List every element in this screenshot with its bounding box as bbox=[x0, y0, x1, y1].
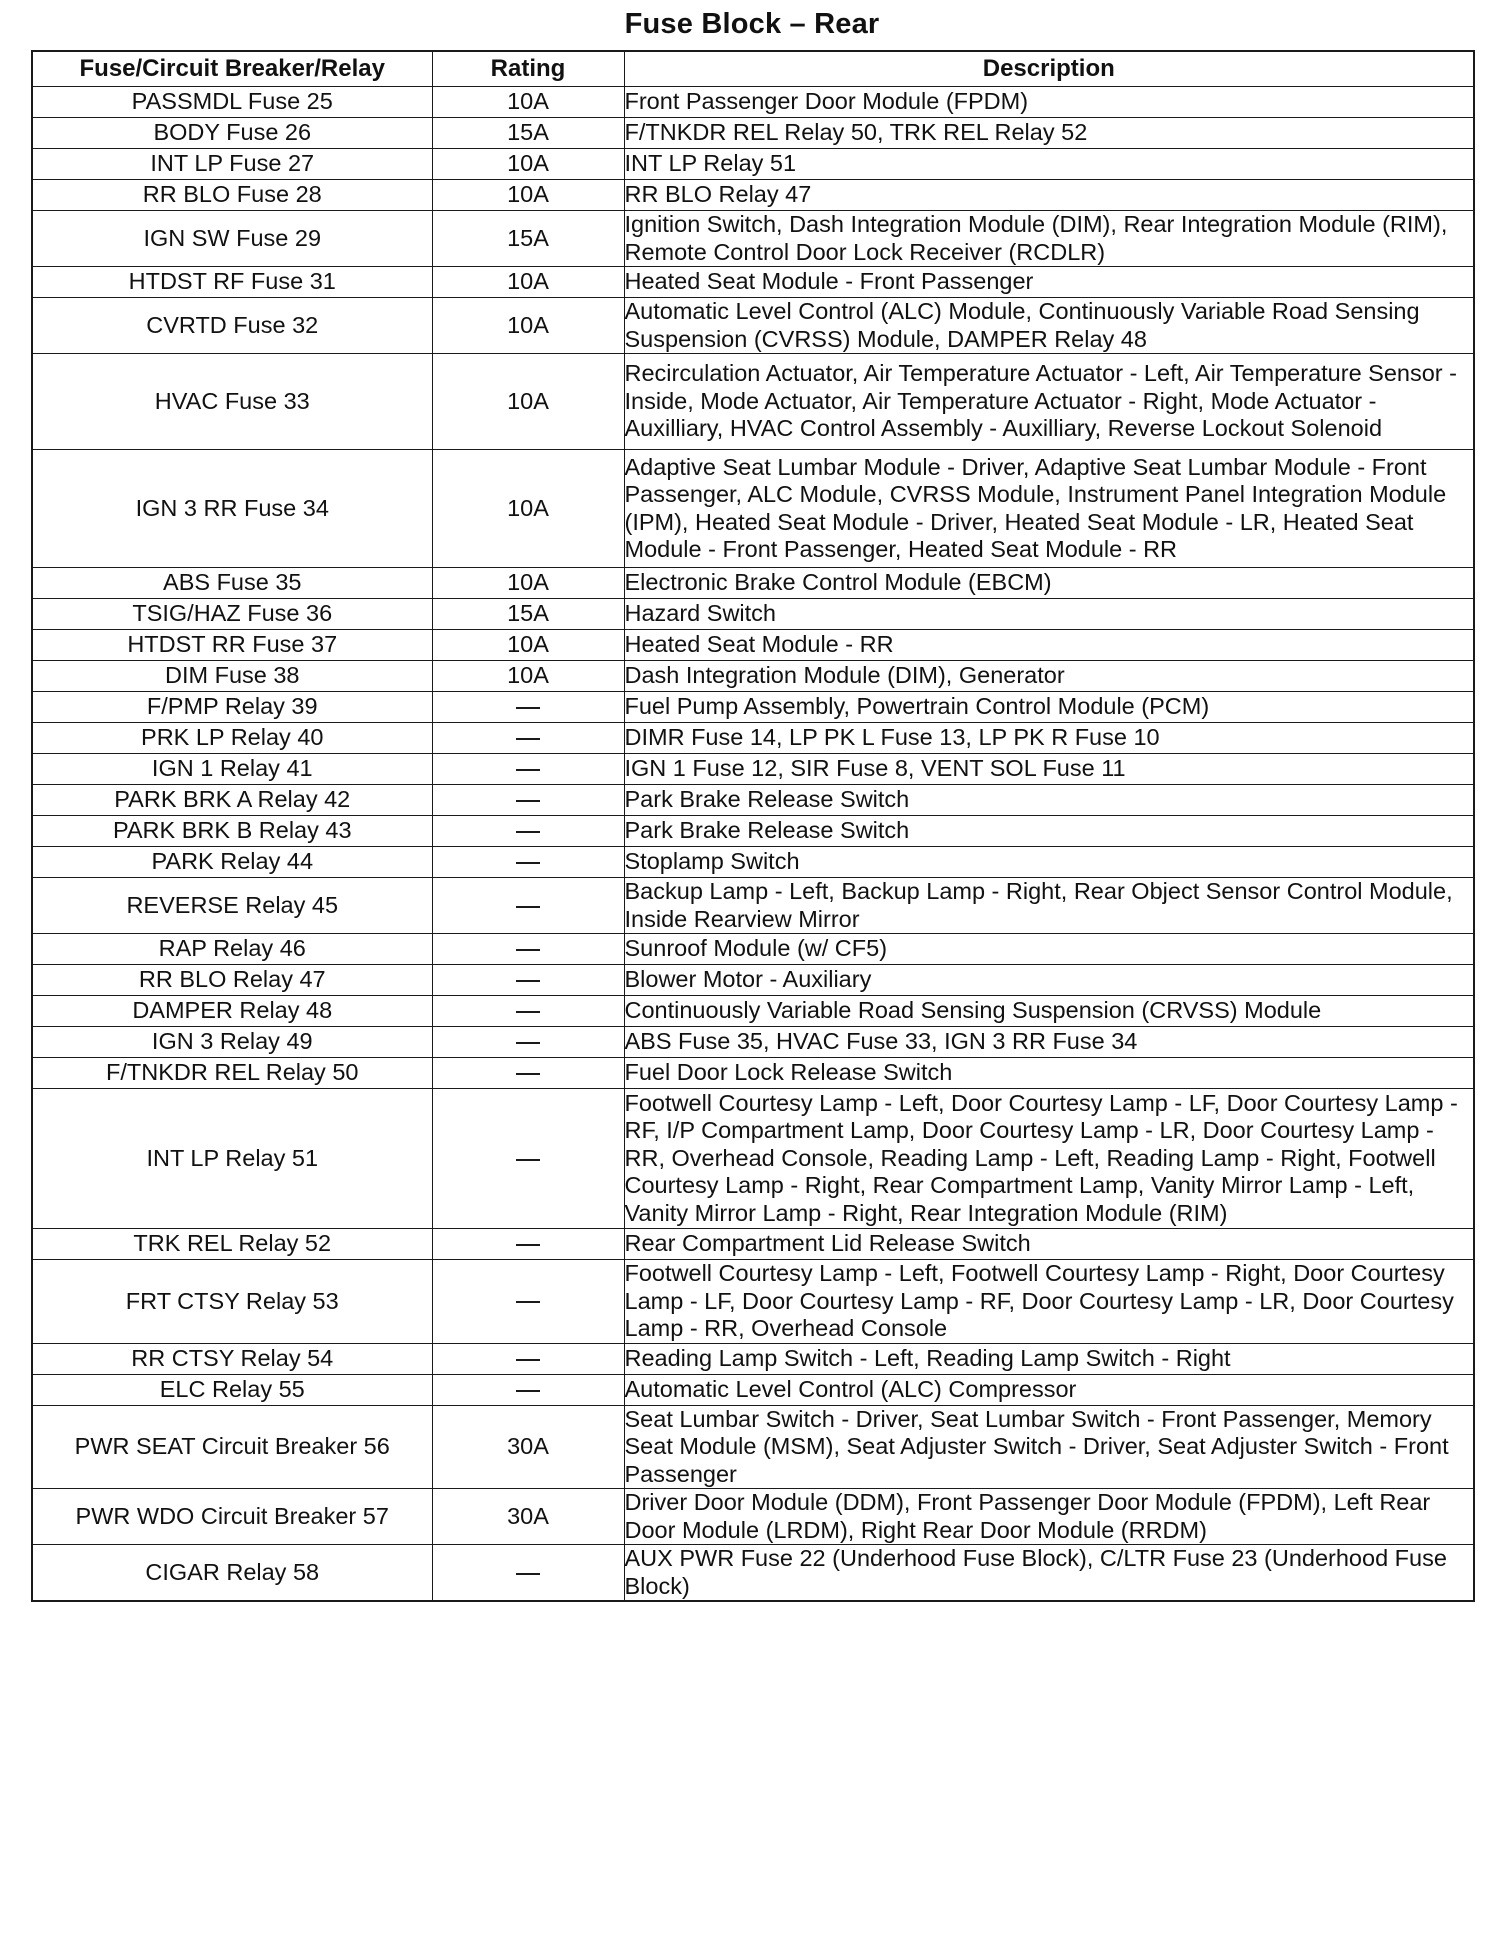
description-cell: Footwell Courtesy Lamp - Left, Door Courtesy Lamp - LF, Door Courtesy Lamp - RF, I/P Compartment Lamp, Door Courtesy Lamp - LR, Door Courtesy Lamp - RR, Overhead Console, Reading Lamp - Left, Reading Lamp - Right, Footwell Courtesy Lamp - Right, Rear Compartment Lamp, Vanity Mirror Lamp - Left, Vanity Mirror Lamp - Right, Rear Integration Module (RIM) bbox=[624, 1089, 1474, 1229]
description-cell: Heated Seat Module - Front Passenger bbox=[624, 267, 1474, 298]
description-cell: Recirculation Actuator, Air Temperature Actuator - Left, Air Temperature Sensor - Inside, Mode Actuator, Air Temperature Actuator - Right, Mode Actuator - Auxilliary, HVAC Control Assembly - Auxilliary, Reverse Lockout Solenoid bbox=[624, 354, 1474, 450]
description-cell: Heated Seat Module - RR bbox=[624, 630, 1474, 661]
rating-cell bbox=[432, 1089, 624, 1229]
description-cell: Footwell Courtesy Lamp - Left, Footwell Courtesy Lamp - Right, Door Courtesy Lamp - LF, Door Courtesy Lamp - RF, Door Courtesy Lamp - LR, Door Courtesy Lamp - RR, Overhead Console bbox=[624, 1260, 1474, 1344]
fuse-name-cell: IGN 3 Relay 49 bbox=[32, 1027, 432, 1058]
table-row bbox=[32, 692, 1474, 723]
description-cell: Electronic Brake Control Module (EBCM) bbox=[624, 568, 1474, 599]
no-rating-dash bbox=[516, 800, 540, 802]
no-rating-dash bbox=[516, 1042, 540, 1044]
table-row bbox=[32, 568, 1474, 599]
fuse-name-cell: IGN 3 RR Fuse 34 bbox=[32, 450, 432, 568]
no-rating-dash bbox=[516, 831, 540, 833]
description-cell: Seat Lumbar Switch - Driver, Seat Lumbar Switch - Front Passenger, Memory Seat Module (MSM), Seat Adjuster Switch - Driver, Seat Adjuster Switch - Front Passenger bbox=[624, 1405, 1474, 1489]
fuse-name-cell: RAP Relay 46 bbox=[32, 934, 432, 965]
description-cell: Ignition Switch, Dash Integration Module (DIM), Rear Integration Module (RIM), Remote Control Door Lock Receiver (RCDLR) bbox=[624, 211, 1474, 267]
no-rating-dash bbox=[516, 1301, 540, 1303]
description-cell: IGN 1 Fuse 12, SIR Fuse 8, VENT SOL Fuse 11 bbox=[624, 754, 1474, 785]
rating-cell bbox=[432, 965, 624, 996]
fuse-name-cell: BODY Fuse 26 bbox=[32, 118, 432, 149]
fuse-name-cell: ELC Relay 55 bbox=[32, 1374, 432, 1405]
fuse-table bbox=[31, 50, 1475, 1602]
no-rating-dash bbox=[516, 949, 540, 951]
table-row bbox=[32, 1058, 1474, 1089]
rating-cell: 15A bbox=[432, 599, 624, 630]
fuse-name-cell: PARK BRK B Relay 43 bbox=[32, 816, 432, 847]
rating-cell: 10A bbox=[432, 661, 624, 692]
rating-cell bbox=[432, 754, 624, 785]
table-row bbox=[32, 267, 1474, 298]
description-cell: Continuously Variable Road Sensing Suspension (CRVSS) Module bbox=[624, 996, 1474, 1027]
column-header-description: Description bbox=[624, 51, 1474, 87]
table-row bbox=[32, 847, 1474, 878]
description-cell: Front Passenger Door Module (FPDM) bbox=[624, 87, 1474, 118]
table-row bbox=[32, 934, 1474, 965]
rating-cell: 15A bbox=[432, 118, 624, 149]
description-cell: Stoplamp Switch bbox=[624, 847, 1474, 878]
rating-cell: 10A bbox=[432, 149, 624, 180]
table-row bbox=[32, 785, 1474, 816]
fuse-name-cell: CIGAR Relay 58 bbox=[32, 1545, 432, 1602]
rating-cell: 10A bbox=[432, 568, 624, 599]
table-row bbox=[32, 149, 1474, 180]
table-row bbox=[32, 878, 1474, 934]
description-cell: Sunroof Module (w/ CF5) bbox=[624, 934, 1474, 965]
fuse-name-cell: F/PMP Relay 39 bbox=[32, 692, 432, 723]
fuse-name-cell: PARK BRK A Relay 42 bbox=[32, 785, 432, 816]
no-rating-dash bbox=[516, 1573, 540, 1575]
fuse-name-cell: PRK LP Relay 40 bbox=[32, 723, 432, 754]
rating-cell: 10A bbox=[432, 267, 624, 298]
fuse-name-cell: HTDST RR Fuse 37 bbox=[32, 630, 432, 661]
rating-cell bbox=[432, 1343, 624, 1374]
rating-cell bbox=[432, 1229, 624, 1260]
rating-cell: 10A bbox=[432, 298, 624, 354]
fuse-name-cell: INT LP Relay 51 bbox=[32, 1089, 432, 1229]
rating-cell: 10A bbox=[432, 180, 624, 211]
table-row bbox=[32, 1374, 1474, 1405]
table-row bbox=[32, 87, 1474, 118]
description-cell: DIMR Fuse 14, LP PK L Fuse 13, LP PK R Fuse 10 bbox=[624, 723, 1474, 754]
fuse-name-cell: HTDST RF Fuse 31 bbox=[32, 267, 432, 298]
description-cell: ABS Fuse 35, HVAC Fuse 33, IGN 3 RR Fuse 34 bbox=[624, 1027, 1474, 1058]
fuse-name-cell: PASSMDL Fuse 25 bbox=[32, 87, 432, 118]
fuse-name-cell: IGN SW Fuse 29 bbox=[32, 211, 432, 267]
rating-cell: 10A bbox=[432, 87, 624, 118]
description-cell: RR BLO Relay 47 bbox=[624, 180, 1474, 211]
rating-cell bbox=[432, 847, 624, 878]
rating-cell bbox=[432, 1027, 624, 1058]
fuse-name-cell: DAMPER Relay 48 bbox=[32, 996, 432, 1027]
header-row bbox=[32, 51, 1474, 87]
fuse-name-cell: RR CTSY Relay 54 bbox=[32, 1343, 432, 1374]
description-cell: Blower Motor - Auxiliary bbox=[624, 965, 1474, 996]
description-cell: Hazard Switch bbox=[624, 599, 1474, 630]
rating-cell: 30A bbox=[432, 1489, 624, 1545]
table-row bbox=[32, 180, 1474, 211]
table-row bbox=[32, 298, 1474, 354]
no-rating-dash bbox=[516, 1244, 540, 1246]
fuse-name-cell: CVRTD Fuse 32 bbox=[32, 298, 432, 354]
fuse-name-cell: INT LP Fuse 27 bbox=[32, 149, 432, 180]
no-rating-dash bbox=[516, 707, 540, 709]
table-row bbox=[32, 354, 1474, 450]
table-row bbox=[32, 1343, 1474, 1374]
rating-cell bbox=[432, 785, 624, 816]
description-cell: Automatic Level Control (ALC) Module, Continuously Variable Road Sensing Suspension (CVRSS) Module, DAMPER Relay 48 bbox=[624, 298, 1474, 354]
rating-cell bbox=[432, 816, 624, 847]
description-cell: Reading Lamp Switch - Left, Reading Lamp Switch - Right bbox=[624, 1343, 1474, 1374]
table-row bbox=[32, 723, 1474, 754]
fuse-name-cell: RR BLO Relay 47 bbox=[32, 965, 432, 996]
fuse-name-cell: HVAC Fuse 33 bbox=[32, 354, 432, 450]
rating-cell bbox=[432, 1260, 624, 1344]
table-row bbox=[32, 1027, 1474, 1058]
fuse-name-cell: IGN 1 Relay 41 bbox=[32, 754, 432, 785]
page-title: Fuse Block – Rear bbox=[624, 8, 880, 40]
rating-cell: 30A bbox=[432, 1405, 624, 1489]
rating-cell bbox=[432, 996, 624, 1027]
fuse-name-cell: RR BLO Fuse 28 bbox=[32, 180, 432, 211]
fuse-name-cell: TSIG/HAZ Fuse 36 bbox=[32, 599, 432, 630]
description-cell: Automatic Level Control (ALC) Compressor bbox=[624, 1374, 1474, 1405]
table-row bbox=[32, 996, 1474, 1027]
no-rating-dash bbox=[516, 906, 540, 908]
table-row bbox=[32, 1089, 1474, 1229]
rating-cell: 10A bbox=[432, 450, 624, 568]
rating-cell: 10A bbox=[432, 630, 624, 661]
rating-cell bbox=[432, 1545, 624, 1602]
description-cell: Park Brake Release Switch bbox=[624, 785, 1474, 816]
no-rating-dash bbox=[516, 1011, 540, 1013]
description-cell: Backup Lamp - Left, Backup Lamp - Right, Rear Object Sensor Control Module, Inside Rearview Mirror bbox=[624, 878, 1474, 934]
no-rating-dash bbox=[516, 1073, 540, 1075]
description-cell: Adaptive Seat Lumbar Module - Driver, Adaptive Seat Lumbar Module - Front Passenger, ALC Module, CVRSS Module, Instrument Panel Integration Module (IPM), Heated Seat Module - Driver, Heated Seat Module - LR, Heated Seat Module - Front Passenger, Heated Seat Module - RR bbox=[624, 450, 1474, 568]
fuse-name-cell: PWR WDO Circuit Breaker 57 bbox=[32, 1489, 432, 1545]
table-header bbox=[32, 51, 1474, 87]
no-rating-dash bbox=[516, 1359, 540, 1361]
table-row bbox=[32, 661, 1474, 692]
table-row bbox=[32, 211, 1474, 267]
rating-cell bbox=[432, 878, 624, 934]
rating-cell: 10A bbox=[432, 354, 624, 450]
no-rating-dash bbox=[516, 769, 540, 771]
no-rating-dash bbox=[516, 980, 540, 982]
description-cell: Fuel Door Lock Release Switch bbox=[624, 1058, 1474, 1089]
fuse-name-cell: ABS Fuse 35 bbox=[32, 568, 432, 599]
rating-cell bbox=[432, 934, 624, 965]
table-row bbox=[32, 754, 1474, 785]
rating-cell bbox=[432, 1058, 624, 1089]
table-row bbox=[32, 1229, 1474, 1260]
table-row bbox=[32, 816, 1474, 847]
fuse-name-cell: F/TNKDR REL Relay 50 bbox=[32, 1058, 432, 1089]
description-cell: INT LP Relay 51 bbox=[624, 149, 1474, 180]
rating-cell bbox=[432, 723, 624, 754]
table-row bbox=[32, 118, 1474, 149]
table-row bbox=[32, 599, 1474, 630]
column-header-rating: Rating bbox=[432, 51, 624, 87]
description-cell: Dash Integration Module (DIM), Generator bbox=[624, 661, 1474, 692]
table-row bbox=[32, 965, 1474, 996]
rating-cell bbox=[432, 1374, 624, 1405]
table-row bbox=[32, 1545, 1474, 1602]
table-row bbox=[32, 630, 1474, 661]
no-rating-dash bbox=[516, 738, 540, 740]
fuse-name-cell: DIM Fuse 38 bbox=[32, 661, 432, 692]
description-cell: F/TNKDR REL Relay 50, TRK REL Relay 52 bbox=[624, 118, 1474, 149]
fuse-name-cell: PARK Relay 44 bbox=[32, 847, 432, 878]
fuse-name-cell: REVERSE Relay 45 bbox=[32, 878, 432, 934]
description-cell: Park Brake Release Switch bbox=[624, 816, 1474, 847]
fuse-name-cell: TRK REL Relay 52 bbox=[32, 1229, 432, 1260]
fuse-name-cell: PWR SEAT Circuit Breaker 56 bbox=[32, 1405, 432, 1489]
table-body bbox=[32, 87, 1474, 1602]
description-cell: Fuel Pump Assembly, Powertrain Control Module (PCM) bbox=[624, 692, 1474, 723]
rating-cell: 15A bbox=[432, 211, 624, 267]
table-row bbox=[32, 1489, 1474, 1545]
table-row bbox=[32, 450, 1474, 568]
description-cell: AUX PWR Fuse 22 (Underhood Fuse Block), C/LTR Fuse 23 (Underhood Fuse Block) bbox=[624, 1545, 1474, 1602]
rating-cell bbox=[432, 692, 624, 723]
fuse-name-cell: FRT CTSY Relay 53 bbox=[32, 1260, 432, 1344]
table-row bbox=[32, 1260, 1474, 1344]
description-cell: Driver Door Module (DDM), Front Passenger Door Module (FPDM), Left Rear Door Module (LRDM), Right Rear Door Module (RRDM) bbox=[624, 1489, 1474, 1545]
description-cell: Rear Compartment Lid Release Switch bbox=[624, 1229, 1474, 1260]
no-rating-dash bbox=[516, 1390, 540, 1392]
no-rating-dash bbox=[516, 862, 540, 864]
column-header-name: Fuse/Circuit Breaker/Relay bbox=[32, 51, 432, 87]
table-row bbox=[32, 1405, 1474, 1489]
no-rating-dash bbox=[516, 1159, 540, 1161]
